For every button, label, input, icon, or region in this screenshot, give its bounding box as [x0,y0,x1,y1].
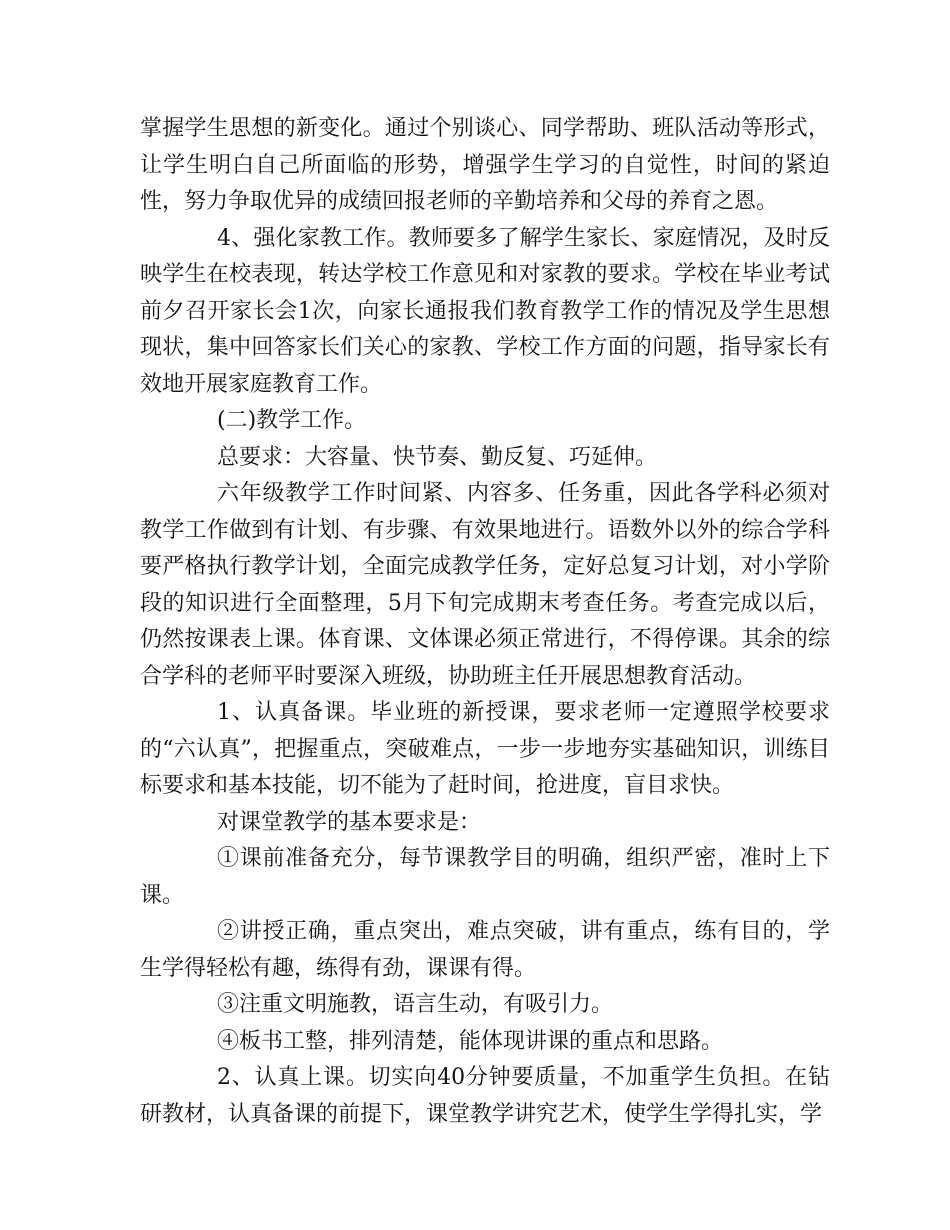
paragraph-2: 4、强化家教工作。教师要多了解学生家长、家庭情况，及时反映学生在校表现，转达学校工作意见和对家教的要求。学校在毕业考试前夕召开家长会1次，向家长通报我们教育教学工作的情况及学生思想现状，集中回答家长们关心的家教、学校工作方面的问题，指导家长有效地开展家庭教育工作。 [140,225,830,397]
list-item-3: ③注重文明施教，语言生动，有吸引力。 [217,992,614,1017]
paragraph-6: 1、认真备课。毕业班的新授课，要求老师一定遵照学校要求的“六认真”，把握重点，突破难点，一步一步地夯实基础知识，训练目标要求和基本技能，切不能为了赶时间，抢进度，盲目求快。 [140,700,830,798]
list-item-2: ②讲授正确，重点突出，难点突破，讲有重点，练有目的，学生学得轻松有趣，练得有劲，课课有得。 [140,919,830,981]
paragraph-12: 2、认真上课。切实向40分钟要质量，不加重学生负担。在钻研教材，认真备课的前提下，课堂教学讲究艺术，使学生学得扎实，学 [140,1065,830,1127]
paragraph-5: 六年级教学工作时间紧、内容多、任务重，因此各学科必须对教学工作做到有计划、有步骤、有效果地进行。语数外以外的综合学科要严格执行教学计划，全面完成教学任务，定好总复习计划，对小学阶段的知识进行全面整理，5月下旬完成期末考查任务。考查完成以后，仍然按课表上课。体育课、文体课必须正常进行，不得停课。其余的综合学科的老师平时要深入班级，协助班主任开展思想教育活动。 [140,481,830,689]
section-heading: (二)教学工作。 [217,408,367,433]
list-item-1: ①课前准备充分，每节课教学目的明确，组织严密，准时上下课。 [140,846,830,908]
document-body [140,111,830,1133]
paragraph-1: 掌握学生思想的新变化。通过个别谈心、同学帮助、班队活动等形式，让学生明白自己所面临的形势，增强学生学习的自觉性，时间的紧迫性，努力争取优异的成绩回报老师的辛勤培养和父母的养育之恩。 [140,116,830,214]
paragraph-7: 对课堂教学的基本要求是： [217,809,482,835]
paragraph-general-requirement: 总要求：大容量、快节奏、勤反复、巧延伸。 [217,444,658,470]
list-item-4: ④板书工整，排列清楚，能体现讲课的重点和思路。 [217,1028,724,1054]
